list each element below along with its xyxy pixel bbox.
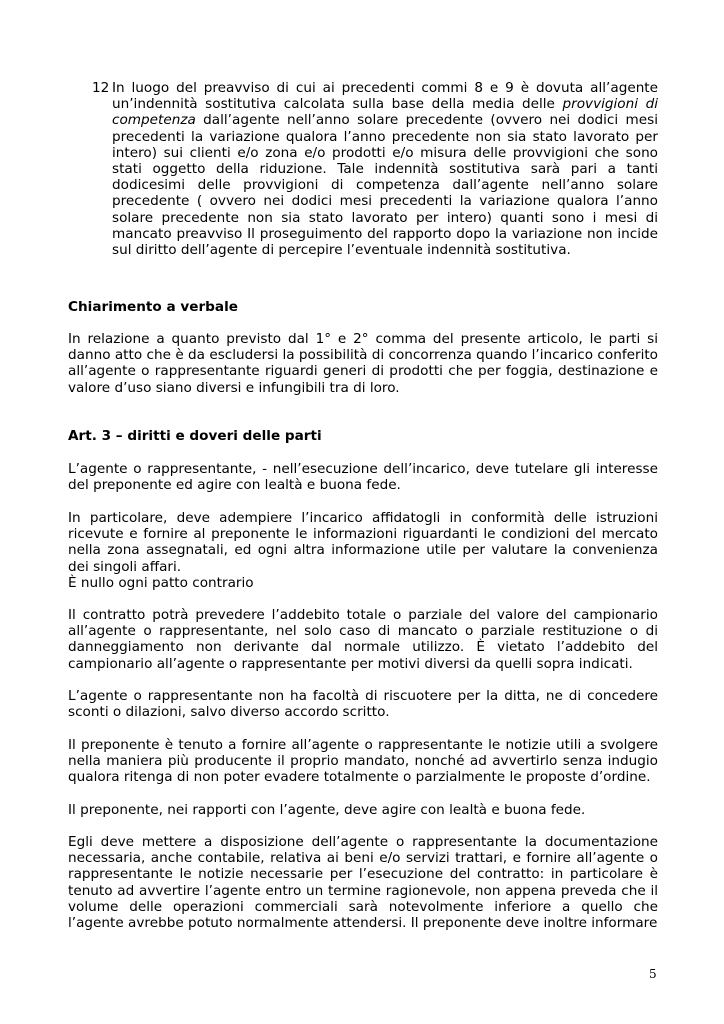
item-text-part-1: In luogo del preavviso di cui ai precedenti commi 8 e 9 è dovuta all’agente un’indennità sostitutiva calcolata sulla base della media delle: [112, 80, 658, 113]
chiarimento-paragraph: In relazione a quanto previsto dal 1° e 2° comma del presente articolo, le parti si danno atto che è da escludersi la possibilità di concorrenza quando l’incarico conferito all’agente o rappresentante riguardi generi di prodotti che per foggia, destinazione e valore d’uso siano diversi e infungibili tra di loro.: [68, 331, 658, 396]
art3-paragraph-2-last-line: È nullo ogni patto contrario: [68, 575, 254, 591]
item-text: [112, 80, 658, 258]
chiarimento-heading: Chiarimento a verbale: [68, 299, 238, 315]
art3-paragraph-1: L’agente o rappresentante, - nell’esecuzione dell’incarico, deve tutelare gli interesse del preponente ed agire con lealtà e buona fede.: [68, 461, 658, 494]
art3-paragraph-4: L’agente o rappresentante non ha facoltà di riscuotere per la ditta, ne di concedere sconti o dilazioni, salvo diverso accordo scritto.: [68, 688, 658, 721]
item-text-italic: provvigioni di competenza: [112, 96, 658, 129]
page-number: 5: [649, 967, 657, 981]
art3-paragraph-2: In particolare, deve adempiere l’incarico affidatogli in conformità delle istruzioni ricevute e fornire al preponente le informazioni riguardanti le condizioni del mercato nella zona assegnatali, ed ogni altra informazione utile per valutare la convenienza dei singoli affari.: [68, 510, 658, 575]
list-item-12: [92, 80, 658, 258]
art3-paragraph-5: Il preponente è tenuto a fornire all’agente o rappresentante le notizie utili a svolgere nella maniera più producente il proprio mandato, nonché ad avvertirlo senza indugio qualora ritenga di non poter evadere totalmente o parzialmente le proposte d’ordine.: [68, 737, 658, 786]
art3-paragraph-6: Il preponente, nei rapporti con l’agente, deve agire con lealtà e buona fede.: [68, 802, 586, 818]
art3-paragraph-3: Il contratto potrà prevedere l’addebito totale o parziale del valore del campionario all’agente o rappresentante, nel solo caso di mancato o parziale restituzione o di danneggiamento non derivante dal normale utilizzo. È vietato l’addebito del campionario all’agente o rappresentante per motivi diversi da quelli sopra indicati.: [68, 607, 658, 672]
art3-heading: Art. 3 – diritti e doveri delle parti: [68, 428, 322, 444]
art3-paragraph-7: Egli deve mettere a disposizione dell’agente o rappresentante la documentazione necessaria, anche contabile, relativa ai beni e/o servizi trattari, e fornire all’agente o rappresentante le notizie necessarie per l’esecuzione del contratto: in particolare è tenuto ad avvertire l’agente entro un termine ragionevole, non appena preveda che il volume delle operazioni commerciali sarà notevolmente inferiore a quello che l’agente avrebbe potuto normalmente attendersi. Il preponente deve inoltre informare: [68, 834, 658, 932]
item-number: 12: [92, 80, 110, 96]
item-text-part-2: dall’agente nell’anno solare precedente (ovvero nei dodici mesi precedenti la variazione qualora l’anno precedente non sia stato lavorato per intero) sui clienti e/o zona e/o prodotti e/o misura delle provvigioni che sono stati oggetto della riduzione. Tale indennità sostitutiva sarà pari a tanti dodicesimi delle provvigioni di competenza dall’agente nell’anno solare precedente ( ovvero nei dodici mesi precedenti la variazione qualora l’anno solare precedente non sia stato lavorato per intero) quanti sono i mesi di mancato preavviso Il proseguimento del rapporto dopo la variazione non incide sul diritto dell’agente di percepire l’eventuale indennità sostitutiva.: [112, 112, 658, 259]
